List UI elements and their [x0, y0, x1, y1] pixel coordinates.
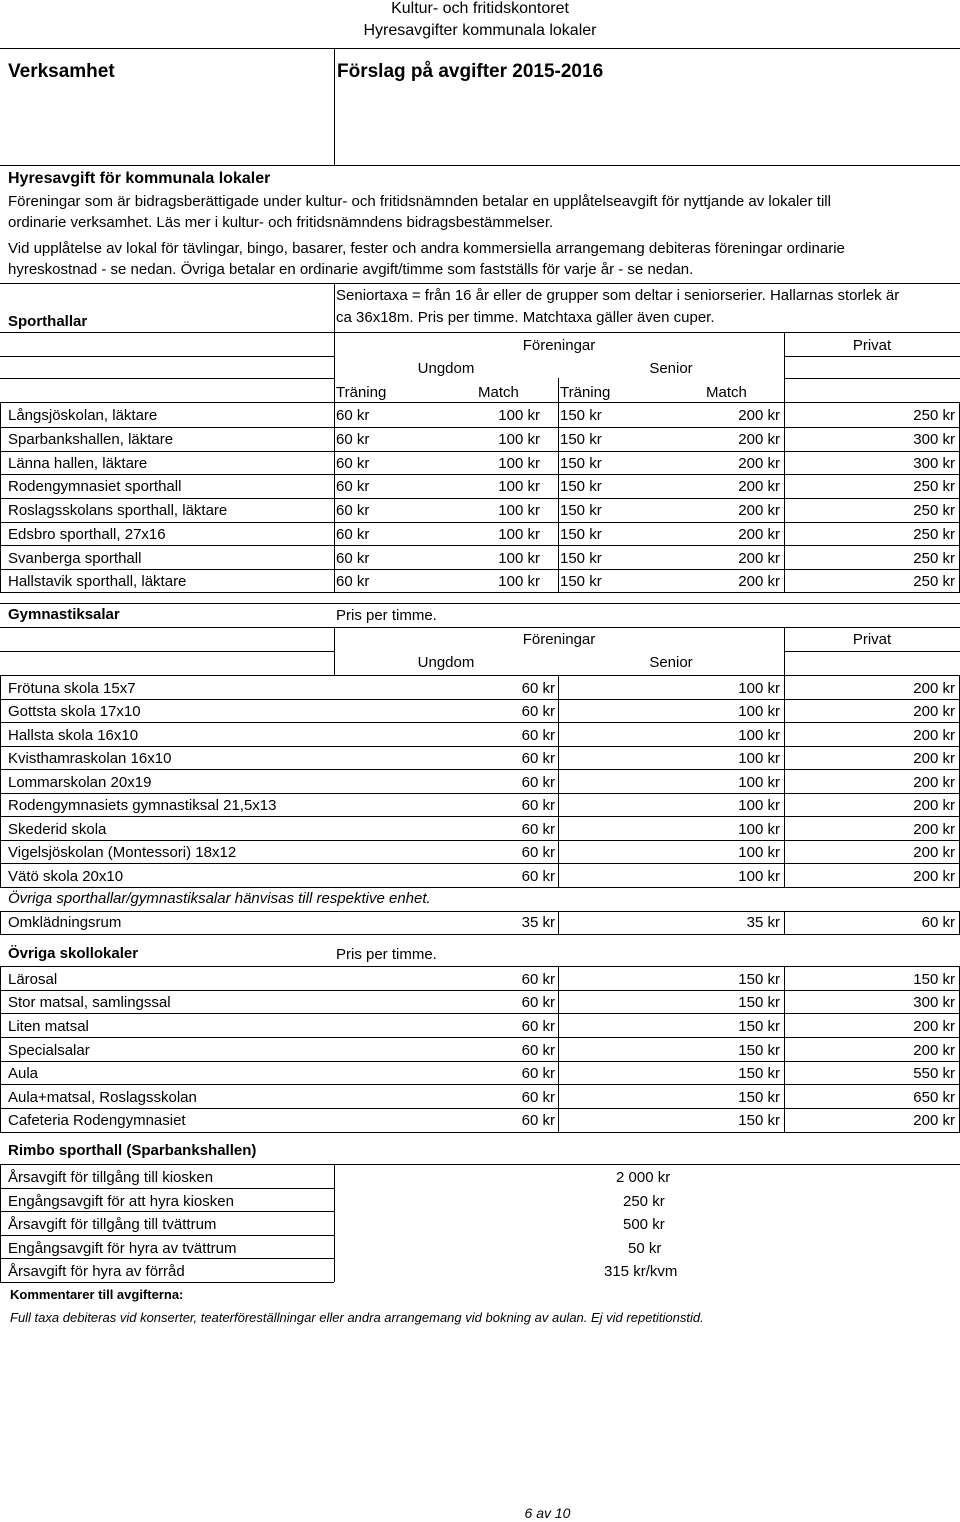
ovriga-note: Övriga sporthallar/gymnastiksalar hänvisas till respektive enhet. — [8, 890, 431, 907]
ungdom-price: 60 kr — [521, 1018, 555, 1035]
col-traning: Träning — [336, 384, 387, 401]
table-row — [0, 1260, 960, 1283]
privat-price: 200 kr — [913, 821, 955, 838]
table-row — [0, 523, 960, 546]
privat-price: 200 kr — [913, 680, 955, 697]
privat-price: 250 kr — [913, 550, 955, 567]
col-foreningar: Föreningar — [522, 631, 596, 648]
senior-price: 150 kr — [738, 1018, 780, 1035]
senior-traning-price: 150 kr — [560, 455, 602, 472]
table-row — [0, 991, 960, 1014]
ungdom-match-price: 100 kr — [498, 407, 540, 424]
privat-price: 300 kr — [913, 994, 955, 1011]
privat-price: 200 kr — [913, 1112, 955, 1129]
comments-title: Kommentarer till avgifterna: — [10, 1287, 184, 1302]
senior-traning-price: 150 kr — [560, 573, 602, 590]
ungdom-price: 60 kr — [521, 1065, 555, 1082]
divider — [0, 911, 960, 912]
room-name: Lärosal — [8, 971, 58, 988]
table-row — [0, 1039, 960, 1062]
ungdom-price: 60 kr — [521, 1042, 555, 1059]
col-senior: Senior — [649, 654, 693, 671]
divider — [0, 474, 960, 475]
ungdom-traning-price: 60 kr — [336, 478, 370, 495]
table-row — [0, 911, 960, 934]
senior-price: 100 kr — [738, 750, 780, 767]
divider — [0, 651, 334, 652]
venue-name: Hallsta skola 16x10 — [8, 727, 139, 744]
fee-name: Engångsavgift för att hyra kiosken — [8, 1193, 234, 1210]
senior-price: 150 kr — [738, 1042, 780, 1059]
ungdom-price: 60 kr — [521, 703, 555, 720]
venue-name: Edsbro sporthall, 27x16 — [8, 526, 166, 543]
table-row — [0, 1213, 960, 1236]
divider — [0, 769, 960, 770]
divider — [784, 378, 960, 379]
venue-name: Hallstavik sporthall, läktare — [8, 573, 187, 590]
office-name: Kultur- och fritidskontoret — [391, 0, 569, 17]
ungdom-traning-price: 60 kr — [336, 431, 370, 448]
table-row — [0, 1166, 960, 1189]
privat-price: 250 kr — [913, 526, 955, 543]
senior-traning-price: 150 kr — [560, 550, 602, 567]
divider — [0, 165, 960, 166]
venue-name: Rodengymnasiet sporthall — [8, 478, 182, 495]
room-name: Liten matsal — [8, 1018, 89, 1035]
table-row — [0, 1015, 960, 1038]
ungdom-price: 60 kr — [521, 797, 555, 814]
table-row — [0, 724, 960, 747]
venue-name: Svanberga sporthall — [8, 550, 142, 567]
divider — [0, 627, 960, 628]
senior-traning-price: 150 kr — [560, 478, 602, 495]
senior-price: 150 kr — [738, 994, 780, 1011]
venue-name: Roslagsskolans sporthall, läktare — [8, 502, 228, 519]
ungdom-price: 60 kr — [521, 680, 555, 697]
divider — [334, 1164, 335, 1282]
divider — [0, 840, 960, 841]
intro-paragraph-2a: Vid upplåtelse av lokal för tävlingar, bingo, basarer, fester och andra kommersiella arrangemang debiteras föreningar ordinarie — [8, 240, 845, 257]
divider — [0, 1108, 960, 1109]
divider — [0, 1235, 334, 1236]
table-row — [0, 428, 960, 451]
intro-paragraph-2b: hyreskostnad - se nedan. Övriga betalar en ordinarie avgift/timme som fastställs för varje år - se nedan. — [8, 261, 694, 278]
table-row — [0, 547, 960, 570]
senior-price: 100 kr — [738, 774, 780, 791]
divider — [0, 1132, 960, 1133]
ungdom-match-price: 100 kr — [498, 455, 540, 472]
privat-price: 200 kr — [913, 774, 955, 791]
senior-price: 150 kr — [738, 1065, 780, 1082]
senior-price: 100 kr — [738, 703, 780, 720]
fee-value: 250 kr — [623, 1193, 665, 1210]
divider — [784, 402, 785, 592]
divider — [0, 1164, 960, 1165]
divider — [0, 545, 960, 546]
ungdom-match-price: 100 kr — [498, 478, 540, 495]
privat-price: 650 kr — [913, 1089, 955, 1106]
divider — [0, 966, 960, 967]
privat-price: 200 kr — [913, 797, 955, 814]
privat-price: 300 kr — [913, 431, 955, 448]
senior-price: 100 kr — [738, 797, 780, 814]
senior-traning-price: 150 kr — [560, 526, 602, 543]
ungdom-traning-price: 60 kr — [336, 573, 370, 590]
table-row — [0, 841, 960, 864]
senior-price: 100 kr — [738, 821, 780, 838]
divider — [784, 675, 785, 887]
privat-price: 150 kr — [913, 971, 955, 988]
ungdom-price: 60 kr — [521, 994, 555, 1011]
col-ungdom: Ungdom — [417, 654, 475, 671]
ungdom-traning-price: 60 kr — [336, 526, 370, 543]
senior-match-price: 200 kr — [738, 526, 780, 543]
divider — [0, 603, 960, 604]
divider — [0, 1037, 960, 1038]
senior-price: 100 kr — [738, 868, 780, 885]
venue-name: Gottsta skola 17x10 — [8, 703, 141, 720]
col-traning: Träning — [560, 384, 611, 401]
privat-price: 200 kr — [913, 750, 955, 767]
col-privat: Privat — [852, 631, 892, 648]
venue-name: Frötuna skola 15x7 — [8, 680, 136, 697]
table-row — [0, 794, 960, 817]
ungdom-price: 60 kr — [521, 868, 555, 885]
ungdom-price: 60 kr — [521, 844, 555, 861]
document-title: Hyresavgifter kommunala lokaler — [363, 22, 597, 39]
divider — [0, 887, 960, 888]
room-name: Specialsalar — [8, 1042, 90, 1059]
comments-text: Full taxa debiteras vid konserter, teaterföreställningar eller andra arrangemang vid bokning av aulan. Ej vid repetitionstid. — [10, 1310, 704, 1325]
fee-name: Årsavgift för tillgång till kiosken — [8, 1169, 214, 1186]
privat-price: 200 kr — [913, 727, 955, 744]
rimbo-title: Rimbo sporthall (Sparbankshallen) — [8, 1142, 257, 1159]
divider — [0, 1084, 960, 1085]
privat-price: 200 kr — [913, 1042, 955, 1059]
senior-match-price: 200 kr — [738, 431, 780, 448]
fee-name: Årsavgift för tillgång till tvättrum — [8, 1216, 217, 1233]
senior-price: 150 kr — [738, 971, 780, 988]
divider — [334, 627, 335, 675]
col-privat: Privat — [852, 337, 892, 354]
ungdom-price: 60 kr — [521, 1112, 555, 1129]
table-row — [0, 475, 960, 498]
table-row — [0, 452, 960, 475]
table-row — [0, 499, 960, 522]
venue-name: Kvisthamraskolan 16x10 — [8, 750, 172, 767]
ungdom-price: 60 kr — [521, 727, 555, 744]
divider — [0, 356, 334, 357]
table-row — [0, 818, 960, 841]
divider — [0, 1258, 334, 1259]
ungdom-price: 60 kr — [521, 971, 555, 988]
table-row — [0, 1190, 960, 1213]
table-row — [0, 1237, 960, 1260]
senior-price: 100 kr — [738, 680, 780, 697]
ungdom-match-price: 100 kr — [498, 526, 540, 543]
privat-price: 200 kr — [913, 868, 955, 885]
divider — [0, 48, 960, 49]
table-row — [0, 700, 960, 723]
divider — [0, 1061, 960, 1062]
intro-paragraph-1b: ordinarie verksamhet. Läs mer i kultur- och fritidsnämndens bidragsbestämmelser. — [8, 214, 554, 231]
fee-value: 50 kr — [628, 1240, 662, 1257]
col-ungdom: Ungdom — [417, 360, 475, 377]
table-row — [0, 747, 960, 770]
table-row — [0, 404, 960, 427]
privat-price: 250 kr — [913, 502, 955, 519]
venue-name: Lommarskolan 20x19 — [8, 774, 152, 791]
ungdom-match-price: 100 kr — [498, 573, 540, 590]
divider — [784, 332, 785, 402]
table-row — [0, 1062, 960, 1085]
divider — [558, 378, 559, 402]
proposal-title: Förslag på avgifter 2015-2016 — [337, 61, 604, 82]
divider — [0, 699, 960, 700]
table-row — [0, 1109, 960, 1132]
divider — [334, 332, 335, 402]
senior-traning-price: 150 kr — [560, 407, 602, 424]
verksamhet-label: Verksamhet — [8, 61, 115, 82]
privat-price: 550 kr — [913, 1065, 955, 1082]
divider — [0, 332, 960, 333]
divider — [0, 675, 960, 676]
venue-name: Sparbankshallen, läktare — [8, 431, 174, 448]
venue-name: Skederid skola — [8, 821, 107, 838]
table-row — [0, 771, 960, 794]
divider — [0, 451, 960, 452]
divider — [0, 402, 960, 403]
room-name: Aula — [8, 1065, 39, 1082]
divider — [558, 911, 559, 934]
privat-price: 300 kr — [913, 455, 955, 472]
col-senior: Senior — [649, 360, 693, 377]
divider — [784, 356, 960, 357]
skollokaler-title: Övriga skollokaler — [8, 945, 139, 962]
ungdom-price: 60 kr — [521, 774, 555, 791]
privat-price: 200 kr — [913, 1018, 955, 1035]
divider — [0, 592, 960, 593]
table-row — [0, 968, 960, 991]
gymnastiksalar-note: Pris per timme. — [336, 607, 437, 624]
gymnastiksalar-title: Gymnastiksalar — [8, 606, 120, 623]
privat-price: 200 kr — [913, 844, 955, 861]
fee-name: Årsavgift för hyra av förråd — [8, 1263, 185, 1280]
ungdom-traning-price: 60 kr — [336, 455, 370, 472]
senior-price: 150 kr — [738, 1112, 780, 1129]
divider — [0, 1164, 1, 1282]
skollokaler-note: Pris per timme. — [336, 946, 437, 963]
divider — [0, 498, 960, 499]
table-row — [0, 677, 960, 700]
divider — [0, 793, 960, 794]
fee-value: 2 000 kr — [616, 1169, 671, 1186]
senior-price: 100 kr — [738, 844, 780, 861]
venue-name: Långsjöskolan, läktare — [8, 407, 158, 424]
senior-match-price: 200 kr — [738, 550, 780, 567]
sporthallar-title: Sporthallar — [8, 313, 88, 330]
senior-match-price: 200 kr — [738, 573, 780, 590]
table-row — [0, 1086, 960, 1109]
ungdom-traning-price: 60 kr — [336, 407, 370, 424]
divider — [558, 675, 559, 887]
divider — [0, 427, 960, 428]
divider — [0, 1188, 334, 1189]
col-match: Match — [478, 384, 519, 401]
divider — [334, 283, 335, 332]
ungdom-match-price: 100 kr — [498, 550, 540, 567]
privat-price: 250 kr — [913, 407, 955, 424]
venue-name: Vätö skola 20x10 — [8, 868, 124, 885]
ungdom-traning-price: 60 kr — [336, 502, 370, 519]
divider — [0, 675, 1, 887]
table-row — [0, 570, 960, 593]
divider — [0, 911, 1, 934]
divider — [334, 48, 335, 165]
divider — [0, 863, 960, 864]
divider — [0, 283, 960, 284]
sporthallar-note-2: ca 36x18m. Pris per timme. Matchtaxa gäller även cuper. — [336, 309, 715, 326]
divider — [0, 934, 960, 935]
ungdom-price: 60 kr — [521, 1089, 555, 1106]
sporthallar-note-1: Seniortaxa = från 16 år eller de grupper som deltar i seniorserier. Hallarnas storlek är — [336, 287, 900, 304]
room-name: Cafeteria Rodengymnasiet — [8, 1112, 186, 1129]
ungdom-traning-price: 60 kr — [336, 550, 370, 567]
ungdom-match-price: 100 kr — [498, 431, 540, 448]
divider — [334, 402, 335, 592]
fee-value: 500 kr — [623, 1216, 665, 1233]
ungdom-match-price: 100 kr — [498, 502, 540, 519]
col-match: Match — [706, 384, 747, 401]
divider — [0, 378, 334, 379]
divider — [0, 816, 960, 817]
venue-name: Länna hallen, läktare — [8, 455, 148, 472]
senior-match-price: 200 kr — [738, 407, 780, 424]
venue-name: Rodengymnasiets gymnastiksal 21,5x13 — [8, 797, 277, 814]
divider — [784, 911, 785, 934]
senior-match-price: 200 kr — [738, 455, 780, 472]
privat-price: 60 kr — [921, 914, 955, 931]
fee-name: Engångsavgift för hyra av tvättrum — [8, 1240, 237, 1257]
senior-price: 100 kr — [738, 727, 780, 744]
col-foreningar: Föreningar — [522, 337, 596, 354]
divider — [558, 402, 559, 592]
room-name: Aula+matsal, Roslagsskolan — [8, 1089, 197, 1106]
ungdom-price: 60 kr — [521, 821, 555, 838]
divider — [0, 1282, 334, 1283]
venue-name: Vigelsjöskolan (Montessori) 18x12 — [8, 844, 237, 861]
room-name: Stor matsal, samlingssal — [8, 994, 171, 1011]
privat-price: 250 kr — [913, 573, 955, 590]
venue-name: Omklädningsrum — [8, 914, 122, 931]
divider — [0, 1013, 960, 1014]
ungdom-price: 35 kr — [521, 914, 555, 931]
divider — [0, 990, 960, 991]
table-row — [0, 865, 960, 888]
page-number: 6 av 10 — [524, 1505, 571, 1521]
divider — [0, 402, 1, 592]
senior-traning-price: 150 kr — [560, 431, 602, 448]
senior-price: 150 kr — [738, 1089, 780, 1106]
divider — [784, 651, 960, 652]
senior-price: 35 kr — [746, 914, 780, 931]
divider — [0, 522, 960, 523]
intro-heading: Hyresavgift för kommunala lokaler — [8, 170, 271, 187]
divider — [0, 1211, 334, 1212]
senior-match-price: 200 kr — [738, 502, 780, 519]
divider — [0, 746, 960, 747]
senior-traning-price: 150 kr — [560, 502, 602, 519]
divider — [0, 722, 960, 723]
senior-match-price: 200 kr — [738, 478, 780, 495]
privat-price: 250 kr — [913, 478, 955, 495]
privat-price: 200 kr — [913, 703, 955, 720]
ungdom-price: 60 kr — [521, 750, 555, 767]
intro-paragraph-1a: Föreningar som är bidragsberättigade under kultur- och fritidsnämnden betalar en upplåtelseavgift för nyttjande av lokaler till — [8, 193, 831, 210]
divider — [0, 569, 960, 570]
fee-value: 315 kr/kvm — [604, 1263, 678, 1280]
